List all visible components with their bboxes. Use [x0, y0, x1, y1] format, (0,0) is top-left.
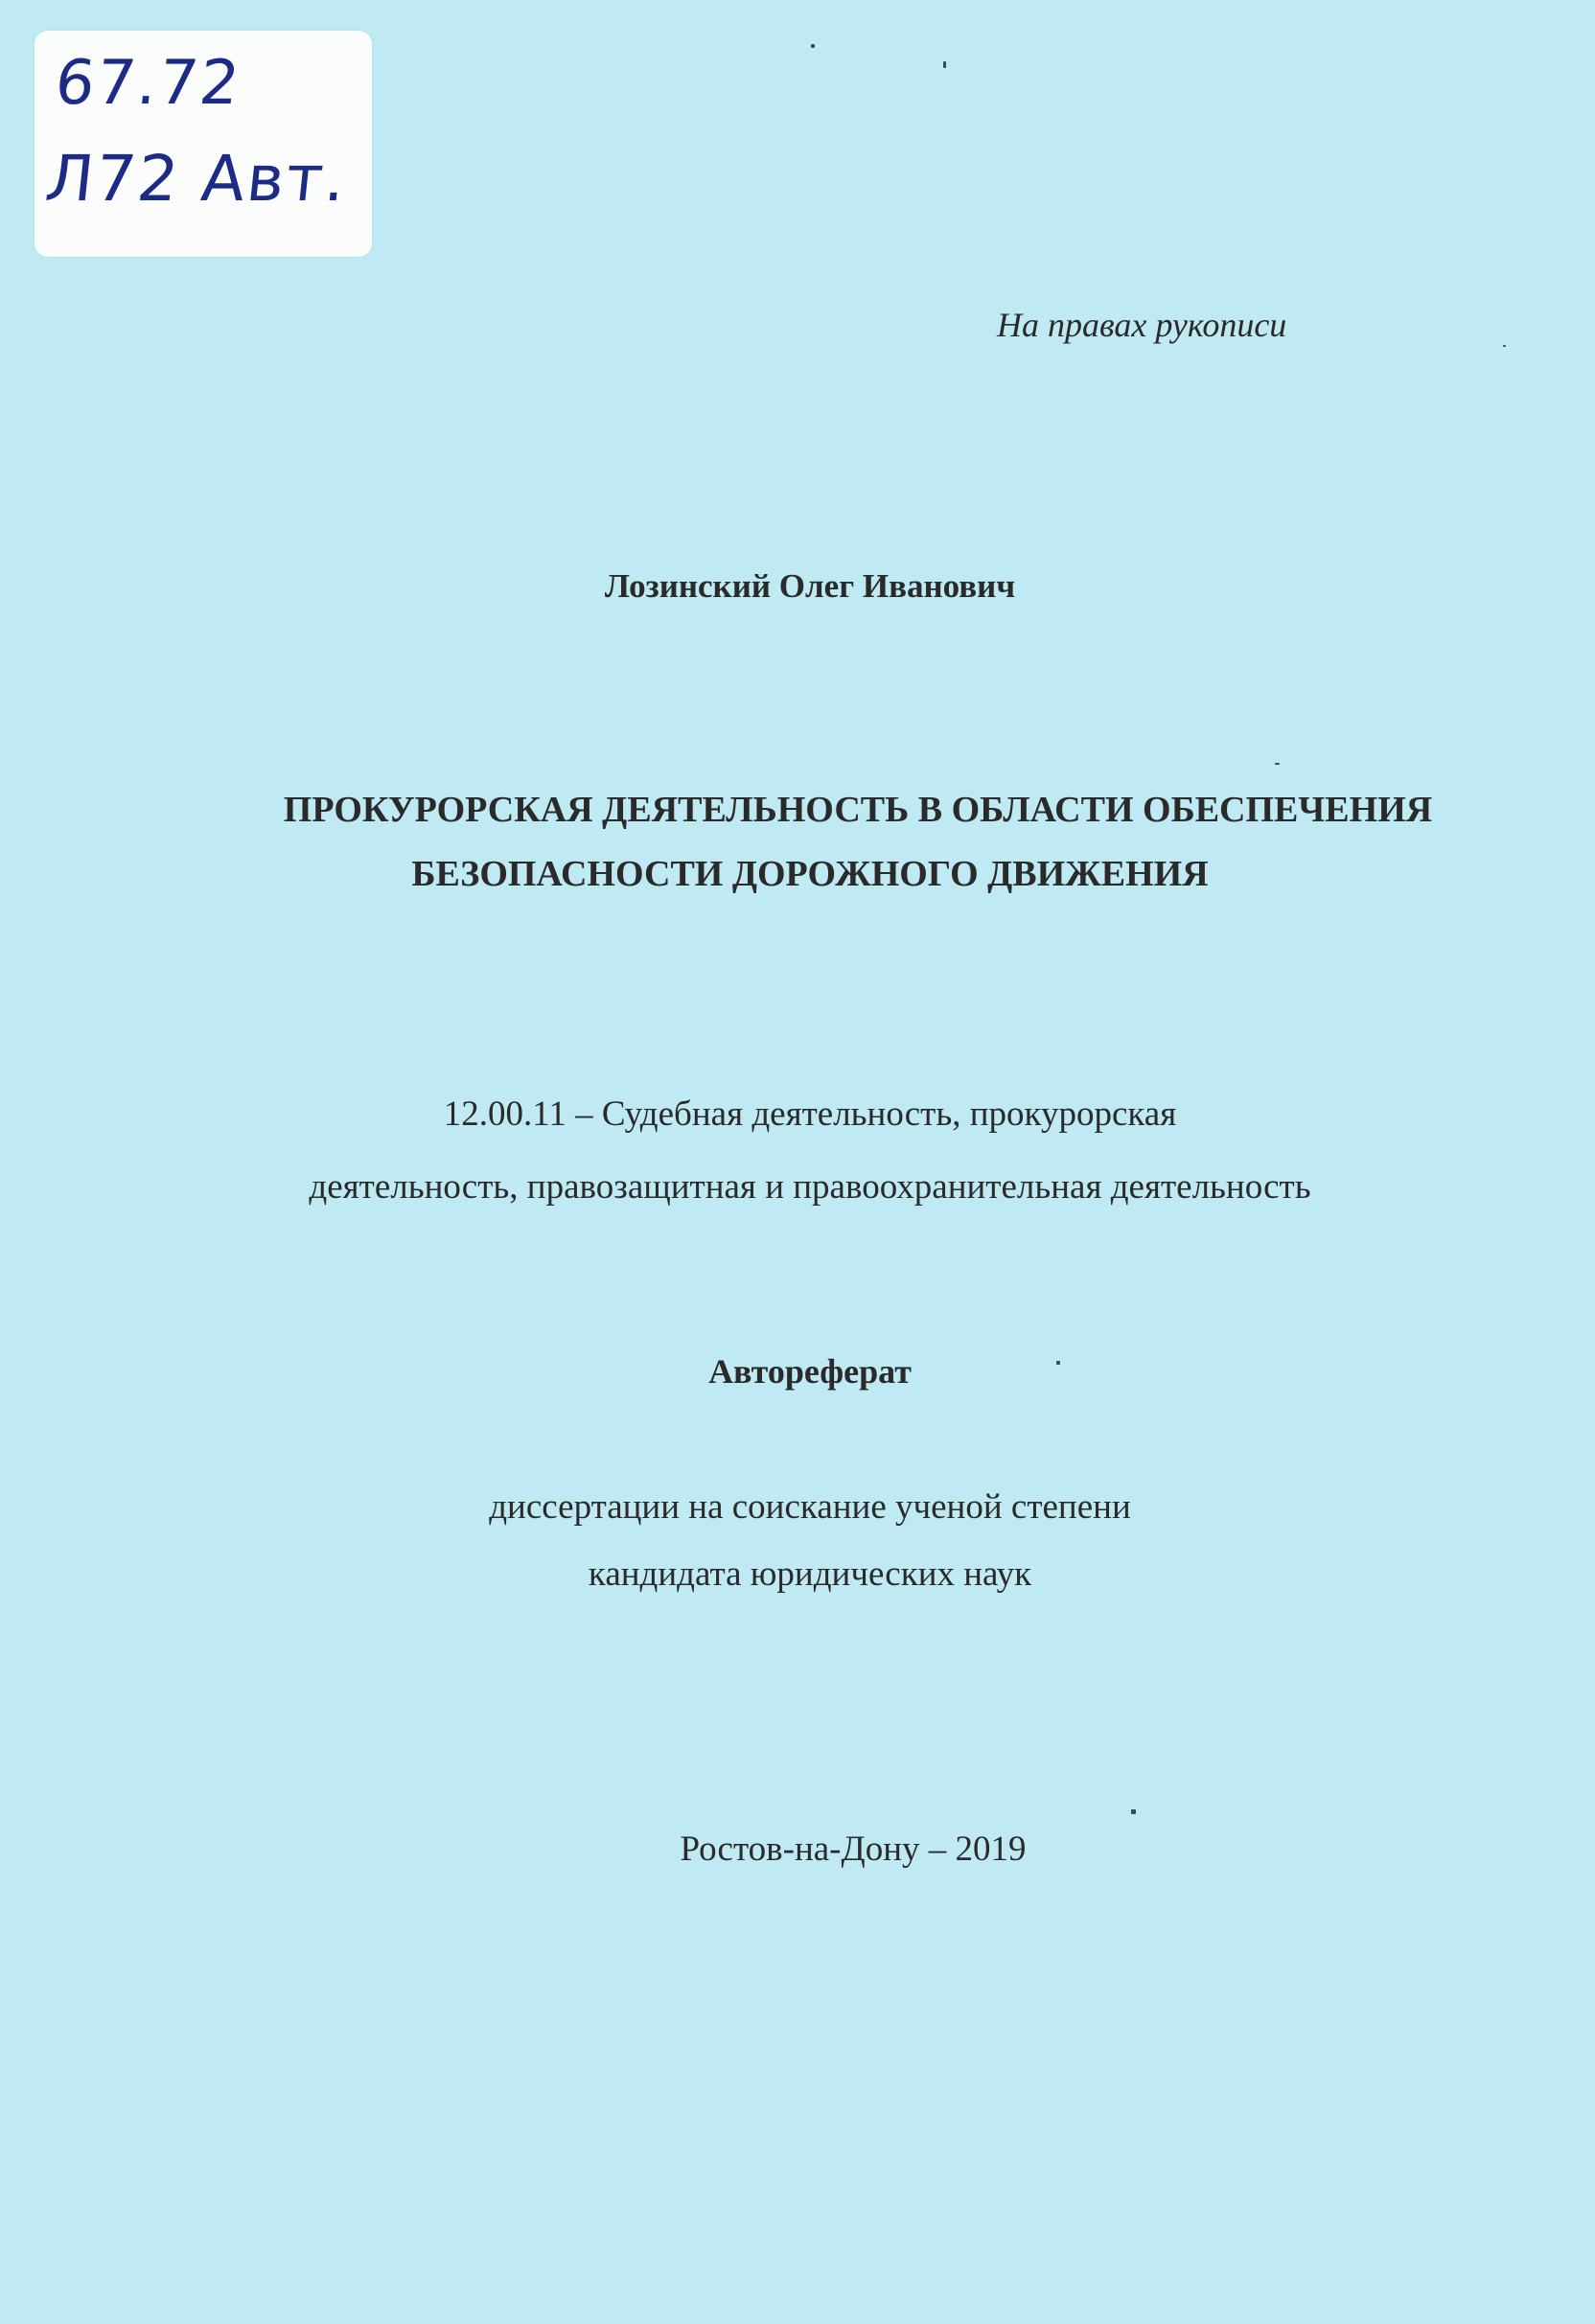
specialty-line-1: 12.00.11 – Судебная деятельность, прокурорская [443, 1094, 1177, 1134]
paper-speck [1275, 763, 1280, 765]
call-number-line-2: Л72 Авт. [41, 142, 352, 216]
dissertation-title-line-2: БЕЗОПАСНОСТИ ДОРОЖНОГО ДВИЖЕНИЯ [411, 854, 1209, 894]
paper-speck [1503, 345, 1506, 347]
dissertation-title-line-1: ПРОКУРОРСКАЯ ДЕЯТЕЛЬНОСТЬ В ОБЛАСТИ ОБЕСПЕЧЕНИЯ [283, 790, 1433, 830]
paper-speck [1056, 1361, 1060, 1365]
document-type: Автореферат [708, 1352, 912, 1391]
manuscript-rights-note: На правах рукописи [997, 306, 1287, 344]
place-and-year: Ростов-на-Дону – 2019 [680, 1829, 1027, 1869]
degree-line-1: диссертации на соискание ученой степени [489, 1487, 1131, 1527]
call-number-line-1: 67.72 [52, 48, 245, 119]
paper-speck [1131, 1809, 1136, 1814]
paper-speck [811, 44, 815, 48]
specialty-line-2: деятельность, правозащитная и правоохранительная деятельность [309, 1167, 1311, 1207]
paper-speck [943, 61, 946, 68]
author-name: Лозинский Олег Иванович [604, 567, 1016, 605]
degree-line-2: кандидата юридических наук [588, 1554, 1032, 1594]
